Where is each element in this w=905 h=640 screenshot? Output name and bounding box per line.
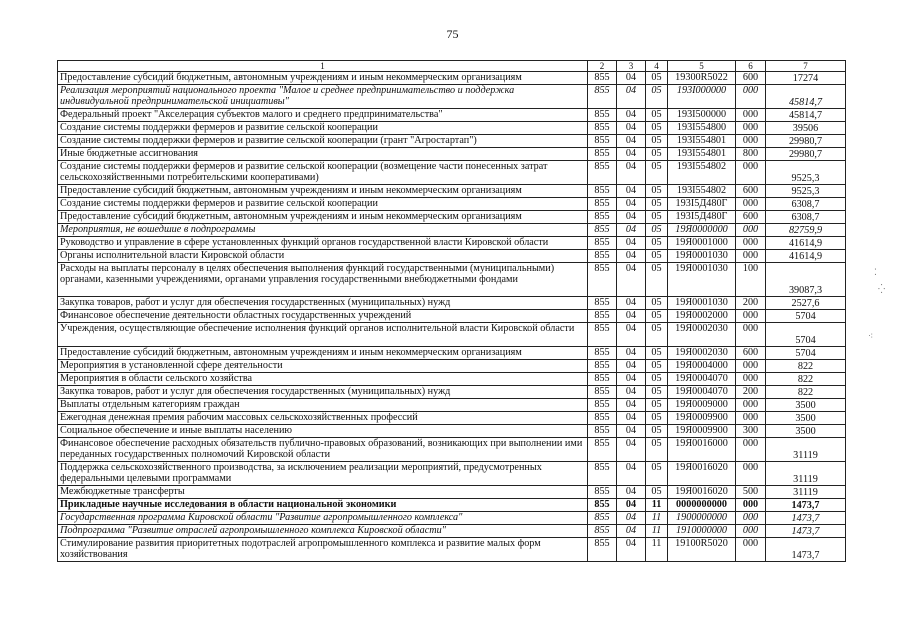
row-subsection-cell: 05: [646, 310, 668, 323]
row-name-cell: Иные бюджетные ассигнования: [58, 148, 588, 161]
row-admin-code-cell: 855: [588, 297, 617, 310]
row-subsection-cell: 05: [646, 161, 668, 185]
row-name-cell: Создание системы поддержки фермеров и развитие сельской кооперации: [58, 198, 588, 211]
row-name-cell: Федеральный проект "Акселерация субъектов малого и среднего предпринимательства": [58, 109, 588, 122]
row-amount-cell: 39087,3: [766, 263, 846, 297]
row-section-cell: 04: [617, 72, 646, 85]
row-admin-code-cell: 855: [588, 85, 617, 109]
row-subsection-cell: 05: [646, 211, 668, 224]
row-admin-code-cell: 855: [588, 109, 617, 122]
row-admin-code-cell: 855: [588, 438, 617, 462]
row-amount-cell: 31119: [766, 462, 846, 486]
table-row: [58, 122, 846, 135]
row-amount-cell: 822: [766, 373, 846, 386]
row-target-code-cell: 193I554802: [668, 185, 736, 198]
row-subsection-cell: 05: [646, 109, 668, 122]
table-row: [58, 297, 846, 310]
table-row: [58, 185, 846, 198]
row-expense-type-cell: 100: [736, 263, 766, 297]
row-amount-cell: 1473,7: [766, 538, 846, 562]
row-expense-type-cell: 000: [736, 122, 766, 135]
row-amount-cell: 3500: [766, 412, 846, 425]
row-amount-cell: 9525,3: [766, 185, 846, 198]
row-section-cell: 04: [617, 135, 646, 148]
row-amount-cell: 45814,7: [766, 85, 846, 109]
table-row: [58, 72, 846, 85]
row-name-cell: Учреждения, осуществляющие обеспечение исполнения функций органов исполнительной власти Кировской области: [58, 323, 588, 347]
row-subsection-cell: 05: [646, 237, 668, 250]
row-section-cell: 04: [617, 425, 646, 438]
row-section-cell: 04: [617, 486, 646, 499]
row-admin-code-cell: 855: [588, 185, 617, 198]
row-subsection-cell: 05: [646, 198, 668, 211]
row-section-cell: 04: [617, 109, 646, 122]
table-row: [58, 237, 846, 250]
row-expense-type-cell: 000: [736, 161, 766, 185]
row-target-code-cell: 19Я0002030: [668, 347, 736, 360]
row-subsection-cell: 05: [646, 347, 668, 360]
row-name-cell: Мероприятия в области сельского хозяйства: [58, 373, 588, 386]
table-row: [58, 224, 846, 237]
row-admin-code-cell: 855: [588, 360, 617, 373]
row-amount-cell: 1473,7: [766, 499, 846, 512]
row-section-cell: 04: [617, 499, 646, 512]
row-admin-code-cell: 855: [588, 250, 617, 263]
row-subsection-cell: 11: [646, 499, 668, 512]
header-cell-6: 6: [736, 61, 766, 72]
row-name-cell: Государственная программа Кировской области "Развитие агропромышленного комплекса": [58, 512, 588, 525]
table-row: [58, 512, 846, 525]
row-admin-code-cell: 855: [588, 323, 617, 347]
row-target-code-cell: 19Я0001030: [668, 297, 736, 310]
row-admin-code-cell: 855: [588, 538, 617, 562]
row-admin-code-cell: 855: [588, 198, 617, 211]
row-subsection-cell: 05: [646, 185, 668, 198]
table-row: [58, 347, 846, 360]
row-expense-type-cell: 600: [736, 211, 766, 224]
row-amount-cell: 822: [766, 360, 846, 373]
table-row: [58, 135, 846, 148]
row-target-code-cell: 193I554801: [668, 135, 736, 148]
row-amount-cell: 29980,7: [766, 135, 846, 148]
row-admin-code-cell: 855: [588, 237, 617, 250]
row-name-cell: Финансовое обеспечение расходных обязательств публично-правовых образований, возникающих при выполнении ими переданных государственных полномочий Кировской области: [58, 438, 588, 462]
row-subsection-cell: 05: [646, 462, 668, 486]
header-cell-4: 4: [646, 61, 668, 72]
row-expense-type-cell: 000: [736, 85, 766, 109]
row-section-cell: 04: [617, 122, 646, 135]
row-name-cell: Ежегодная денежная премия рабочим массовых сельскохозяйственных профессий: [58, 412, 588, 425]
row-amount-cell: 39506: [766, 122, 846, 135]
row-section-cell: 04: [617, 525, 646, 538]
row-admin-code-cell: 855: [588, 412, 617, 425]
row-target-code-cell: 193I500000: [668, 109, 736, 122]
row-subsection-cell: 05: [646, 122, 668, 135]
row-name-cell: Стимулирование развития приоритетных подотраслей агропромышленного комплекса и развитие малых форм хозяйствования: [58, 538, 588, 562]
row-target-code-cell: 193I5Д480Г: [668, 211, 736, 224]
row-target-code-cell: 19Я0004000: [668, 360, 736, 373]
row-subsection-cell: 11: [646, 512, 668, 525]
table-row: [58, 109, 846, 122]
table-row: [58, 399, 846, 412]
row-target-code-cell: 19Я0009900: [668, 425, 736, 438]
row-admin-code-cell: 855: [588, 161, 617, 185]
row-expense-type-cell: 200: [736, 386, 766, 399]
row-amount-cell: 41614,9: [766, 250, 846, 263]
row-target-code-cell: 19Я0000000: [668, 224, 736, 237]
row-subsection-cell: 05: [646, 386, 668, 399]
row-expense-type-cell: 000: [736, 250, 766, 263]
row-expense-type-cell: 000: [736, 525, 766, 538]
row-subsection-cell: 11: [646, 525, 668, 538]
row-section-cell: 04: [617, 297, 646, 310]
row-expense-type-cell: 300: [736, 425, 766, 438]
row-name-cell: Создание системы поддержки фермеров и развитие сельской кооперации: [58, 122, 588, 135]
row-section-cell: 04: [617, 347, 646, 360]
row-target-code-cell: 19Я0016000: [668, 438, 736, 462]
row-name-cell: Реализация мероприятий национального проекта "Малое и среднее предпринимательство и поддержка индивидуальной предпринимательской инициативы": [58, 85, 588, 109]
row-target-code-cell: 19Я0001030: [668, 250, 736, 263]
row-admin-code-cell: 855: [588, 310, 617, 323]
row-subsection-cell: 05: [646, 85, 668, 109]
table-row: [58, 263, 846, 297]
table-row: [58, 161, 846, 185]
row-expense-type-cell: 000: [736, 198, 766, 211]
table-body: [58, 72, 846, 562]
row-admin-code-cell: 855: [588, 486, 617, 499]
row-amount-cell: 9525,3: [766, 161, 846, 185]
row-name-cell: Выплаты отдельным категориям граждан: [58, 399, 588, 412]
row-target-code-cell: 19Я0002000: [668, 310, 736, 323]
row-target-code-cell: 193I554800: [668, 122, 736, 135]
row-target-code-cell: 19Я0016020: [668, 462, 736, 486]
row-subsection-cell: 05: [646, 399, 668, 412]
row-target-code-cell: 19Я0001030: [668, 263, 736, 297]
row-section-cell: 04: [617, 512, 646, 525]
row-amount-cell: 5704: [766, 323, 846, 347]
row-admin-code-cell: 855: [588, 425, 617, 438]
row-target-code-cell: 193I554802: [668, 161, 736, 185]
row-subsection-cell: 05: [646, 72, 668, 85]
row-section-cell: 04: [617, 161, 646, 185]
table-row: [58, 148, 846, 161]
row-section-cell: 04: [617, 211, 646, 224]
row-section-cell: 04: [617, 412, 646, 425]
row-admin-code-cell: 855: [588, 386, 617, 399]
row-expense-type-cell: 000: [736, 310, 766, 323]
row-amount-cell: 1473,7: [766, 525, 846, 538]
table-row: [58, 538, 846, 562]
row-section-cell: 04: [617, 360, 646, 373]
row-target-code-cell: 19Я0002030: [668, 323, 736, 347]
row-expense-type-cell: 000: [736, 109, 766, 122]
row-name-cell: Закупка товаров, работ и услуг для обеспечения государственных (муниципальных) нужд: [58, 386, 588, 399]
row-section-cell: 04: [617, 323, 646, 347]
row-expense-type-cell: 000: [736, 438, 766, 462]
row-subsection-cell: 05: [646, 323, 668, 347]
row-amount-cell: 31119: [766, 486, 846, 499]
table-row: [58, 323, 846, 347]
row-section-cell: 04: [617, 538, 646, 562]
row-subsection-cell: 05: [646, 297, 668, 310]
row-expense-type-cell: 600: [736, 72, 766, 85]
header-cell-5: 5: [668, 61, 736, 72]
table-row: [58, 462, 846, 486]
row-amount-cell: 41614,9: [766, 237, 846, 250]
row-expense-type-cell: 600: [736, 185, 766, 198]
row-section-cell: 04: [617, 185, 646, 198]
row-expense-type-cell: 500: [736, 486, 766, 499]
row-subsection-cell: 05: [646, 425, 668, 438]
header-cell-7: 7: [766, 61, 846, 72]
row-subsection-cell: 05: [646, 148, 668, 161]
row-section-cell: 04: [617, 237, 646, 250]
row-subsection-cell: 05: [646, 438, 668, 462]
row-target-code-cell: 19300R5022: [668, 72, 736, 85]
row-admin-code-cell: 855: [588, 122, 617, 135]
row-admin-code-cell: 855: [588, 499, 617, 512]
row-subsection-cell: 05: [646, 486, 668, 499]
row-expense-type-cell: 000: [736, 323, 766, 347]
row-amount-cell: 31119: [766, 438, 846, 462]
row-section-cell: 04: [617, 198, 646, 211]
row-amount-cell: 2527,6: [766, 297, 846, 310]
header-cell-1: 1: [58, 61, 588, 72]
table-row: [58, 525, 846, 538]
table-row: [58, 85, 846, 109]
row-amount-cell: 822: [766, 386, 846, 399]
row-admin-code-cell: 855: [588, 373, 617, 386]
row-target-code-cell: 1900000000: [668, 512, 736, 525]
row-target-code-cell: 1910000000: [668, 525, 736, 538]
row-subsection-cell: 05: [646, 373, 668, 386]
row-admin-code-cell: 855: [588, 211, 617, 224]
scan-artifact-mark: ⁖: [868, 332, 874, 342]
row-name-cell: Закупка товаров, работ и услуг для обеспечения государственных (муниципальных) нужд: [58, 297, 588, 310]
row-amount-cell: 3500: [766, 425, 846, 438]
row-name-cell: Создание системы поддержки фермеров и развитие сельской кооперации (грант "Агростартап"): [58, 135, 588, 148]
row-amount-cell: 45814,7: [766, 109, 846, 122]
table-header-row: [58, 61, 846, 72]
row-expense-type-cell: 000: [736, 224, 766, 237]
table-row: [58, 211, 846, 224]
row-subsection-cell: 05: [646, 250, 668, 263]
table-row: [58, 486, 846, 499]
row-section-cell: 04: [617, 224, 646, 237]
row-subsection-cell: 05: [646, 360, 668, 373]
table-row: [58, 360, 846, 373]
table-row: [58, 425, 846, 438]
row-admin-code-cell: 855: [588, 148, 617, 161]
row-expense-type-cell: 000: [736, 412, 766, 425]
row-name-cell: Поддержка сельскохозяйственного производства, за исключением реализации мероприятий, предусмотренных федеральными целевыми программами: [58, 462, 588, 486]
row-name-cell: Создание системы поддержки фермеров и развитие сельской кооперации (возмещение части понесенных затрат сельскохозяйственными потребительскими кооперативами): [58, 161, 588, 185]
row-admin-code-cell: 855: [588, 512, 617, 525]
row-admin-code-cell: 855: [588, 399, 617, 412]
row-name-cell: Органы исполнительной власти Кировской области: [58, 250, 588, 263]
row-expense-type-cell: 000: [736, 360, 766, 373]
row-expense-type-cell: 000: [736, 237, 766, 250]
row-expense-type-cell: 200: [736, 297, 766, 310]
row-subsection-cell: 05: [646, 263, 668, 297]
row-name-cell: Подпрограмма "Развитие отраслей агропромышленного комплекса Кировской области": [58, 525, 588, 538]
row-amount-cell: 17274: [766, 72, 846, 85]
row-name-cell: Социальное обеспечение и иные выплаты населению: [58, 425, 588, 438]
row-section-cell: 04: [617, 310, 646, 323]
row-target-code-cell: 193I000000: [668, 85, 736, 109]
budget-table: [57, 60, 846, 562]
row-subsection-cell: 05: [646, 412, 668, 425]
scan-artifact-mark: ⁚: [874, 268, 877, 278]
row-amount-cell: 29980,7: [766, 148, 846, 161]
row-section-cell: 04: [617, 373, 646, 386]
row-admin-code-cell: 855: [588, 224, 617, 237]
row-section-cell: 04: [617, 85, 646, 109]
row-admin-code-cell: 855: [588, 72, 617, 85]
table-row: [58, 198, 846, 211]
header-cell-3: 3: [617, 61, 646, 72]
row-amount-cell: 3500: [766, 399, 846, 412]
row-expense-type-cell: 800: [736, 148, 766, 161]
row-target-code-cell: 193I5Д480Г: [668, 198, 736, 211]
row-admin-code-cell: 855: [588, 135, 617, 148]
row-name-cell: Предоставление субсидий бюджетным, автономным учреждениям и иным некоммерческим организациям: [58, 72, 588, 85]
row-expense-type-cell: 600: [736, 347, 766, 360]
header-cell-2: 2: [588, 61, 617, 72]
row-target-code-cell: 19100R5020: [668, 538, 736, 562]
row-target-code-cell: 19Я0009000: [668, 399, 736, 412]
row-subsection-cell: 05: [646, 224, 668, 237]
table-row: [58, 310, 846, 323]
row-target-code-cell: 19Я0016020: [668, 486, 736, 499]
row-name-cell: Расходы на выплаты персоналу в целях обеспечения выполнения функций государственными (муниципальными) органами, казенными учреждениями, органами управления государственными внебюджетными фондами: [58, 263, 588, 297]
row-admin-code-cell: 855: [588, 462, 617, 486]
row-amount-cell: 1473,7: [766, 512, 846, 525]
row-amount-cell: 6308,7: [766, 198, 846, 211]
row-name-cell: Мероприятия, не вошедшие в подпрограммы: [58, 224, 588, 237]
row-admin-code-cell: 855: [588, 263, 617, 297]
table-row: [58, 438, 846, 462]
row-name-cell: Руководство и управление в сфере установленных функций органов государственной власти Кировской области: [58, 237, 588, 250]
row-target-code-cell: 19Я0004070: [668, 386, 736, 399]
row-expense-type-cell: 000: [736, 135, 766, 148]
row-target-code-cell: 19Я0001000: [668, 237, 736, 250]
row-target-code-cell: 193I554801: [668, 148, 736, 161]
row-section-cell: 04: [617, 148, 646, 161]
row-amount-cell: 82759,9: [766, 224, 846, 237]
page-number: 75: [446, 27, 459, 41]
row-name-cell: Предоставление субсидий бюджетным, автономным учреждениям и иным некоммерческим организациям: [58, 185, 588, 198]
row-target-code-cell: 19Я0004070: [668, 373, 736, 386]
row-expense-type-cell: 000: [736, 538, 766, 562]
row-section-cell: 04: [617, 399, 646, 412]
table-row: [58, 499, 846, 512]
row-name-cell: Предоставление субсидий бюджетным, автономным учреждениям и иным некоммерческим организациям: [58, 347, 588, 360]
row-amount-cell: 5704: [766, 310, 846, 323]
row-name-cell: Межбюджетные трансферты: [58, 486, 588, 499]
row-name-cell: Финансовое обеспечение деятельности областных государственных учреждений: [58, 310, 588, 323]
row-subsection-cell: 11: [646, 538, 668, 562]
row-expense-type-cell: 000: [736, 399, 766, 412]
row-section-cell: 04: [617, 250, 646, 263]
row-name-cell: Прикладные научные исследования в области национальной экономики: [58, 499, 588, 512]
row-expense-type-cell: 000: [736, 499, 766, 512]
row-name-cell: Предоставление субсидий бюджетным, автономным учреждениям и иным некоммерческим организациям: [58, 211, 588, 224]
row-name-cell: Мероприятия в установленной сфере деятельности: [58, 360, 588, 373]
row-admin-code-cell: 855: [588, 525, 617, 538]
row-admin-code-cell: 855: [588, 347, 617, 360]
row-target-code-cell: 0000000000: [668, 499, 736, 512]
row-target-code-cell: 19Я0009900: [668, 412, 736, 425]
table-row: [58, 386, 846, 399]
row-amount-cell: 5704: [766, 347, 846, 360]
row-subsection-cell: 05: [646, 135, 668, 148]
row-amount-cell: 6308,7: [766, 211, 846, 224]
row-section-cell: 04: [617, 438, 646, 462]
row-section-cell: 04: [617, 386, 646, 399]
row-expense-type-cell: 000: [736, 373, 766, 386]
row-section-cell: 04: [617, 263, 646, 297]
row-expense-type-cell: 000: [736, 462, 766, 486]
row-section-cell: 04: [617, 462, 646, 486]
table-row: [58, 250, 846, 263]
row-expense-type-cell: 000: [736, 512, 766, 525]
scan-artifact-mark: ⁛: [878, 285, 886, 295]
table-row: [58, 373, 846, 386]
table-row: [58, 412, 846, 425]
